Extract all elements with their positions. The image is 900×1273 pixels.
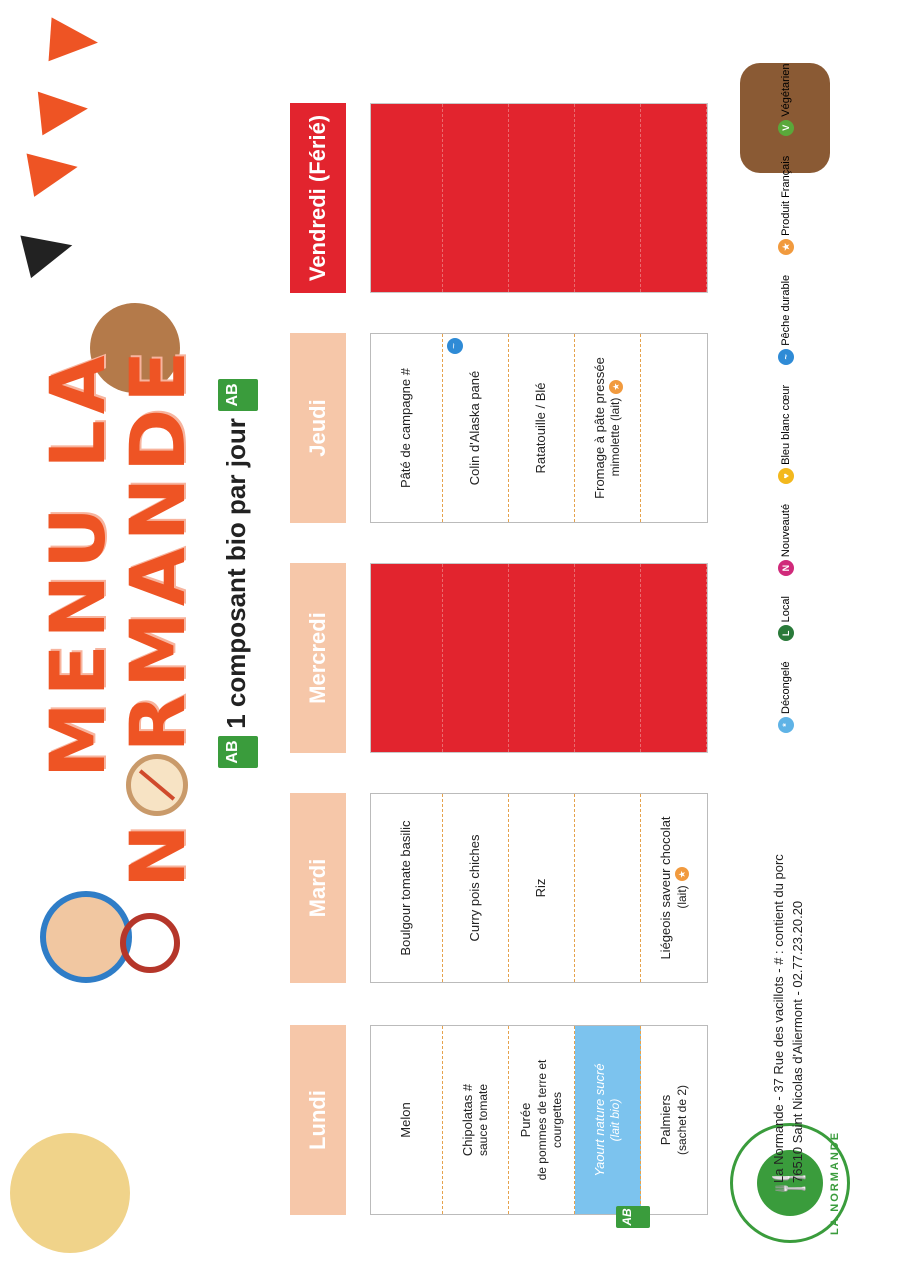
closed-cell — [371, 104, 443, 292]
footer-address: La Normande - 37 Rue des vacillots - # : contient du porc 76510 Saint Nicolas d'Aliermont - 02.77.23.20.20 — [771, 854, 805, 1183]
day-closed-block — [370, 103, 708, 293]
day-column-vendredi — [290, 103, 708, 293]
nouveaute-icon: N — [778, 560, 794, 576]
pirate-flag-icon — [20, 224, 77, 278]
closed-cell — [509, 564, 575, 752]
bleu-blanc-coeur-icon: ♥ — [778, 468, 794, 484]
menu-item: Melon — [371, 1026, 443, 1214]
menu-item — [641, 334, 707, 522]
day-header: Jeudi — [290, 333, 346, 523]
day-items — [370, 1025, 708, 1226]
menu-item: Purée de pommes de terre et courgettes — [509, 1026, 575, 1214]
closed-cell — [641, 104, 707, 292]
closed-cell — [641, 564, 707, 752]
menu-title-line2: NRMANDE — [113, 344, 202, 888]
day-column-mercredi — [290, 563, 708, 753]
day-header: Mercredi — [290, 563, 346, 753]
ab-bio-icon: AB — [218, 379, 258, 411]
menu-item: Colin d'Alaska pané ~ — [443, 334, 509, 522]
day-header: Lundi — [290, 1025, 346, 1215]
menu-item: Fromage à pâte pressée mimolette (lait)★ — [575, 334, 641, 522]
menu-item-bio: Yaourt nature sucré (lait bio) AB — [575, 1026, 641, 1214]
vegetarien-icon: V — [778, 120, 794, 136]
closed-cell — [575, 104, 641, 292]
closed-cell — [371, 564, 443, 752]
day-column-lundi — [290, 1025, 708, 1226]
ab-bio-icon: AB — [218, 736, 258, 768]
closed-cell — [443, 564, 509, 752]
local-icon: L — [778, 625, 794, 641]
legend-item: V Végétarien — [778, 64, 794, 136]
menu-item: Palmiers (sachet de 2) — [658, 1084, 689, 1156]
day-header: Mardi — [290, 793, 346, 983]
menu-item: Curry pois chiches — [443, 794, 509, 982]
day-items — [370, 333, 708, 523]
menu-title-line1: MENU LA — [33, 349, 122, 778]
bio-subtitle: AB 1 composant bio par jour AB — [218, 379, 258, 768]
menu-item: Boulgour tomate basilic — [371, 794, 443, 982]
legend-item: L Local — [778, 596, 794, 641]
bunting-flag — [38, 87, 90, 136]
fork-icon: 🍴 — [757, 1150, 823, 1216]
legend-item: N Nouveauté — [778, 504, 794, 576]
day-closed-block — [370, 563, 708, 753]
menu-item: Ratatouille / Blé — [509, 334, 575, 522]
legend-item: ~ Pêche durable — [778, 275, 794, 365]
produit-francais-icon: ★ — [675, 867, 689, 881]
bunting-flag — [27, 145, 82, 197]
ship-wheel-icon — [120, 913, 180, 973]
day-column-mardi — [290, 793, 708, 983]
menu-item — [575, 794, 641, 982]
legend-item: ★ Produit Français — [778, 156, 794, 255]
island-palm-icon — [10, 1133, 130, 1253]
menu-item: Riz — [509, 794, 575, 982]
compass-icon — [126, 754, 188, 816]
legend-item: * Décongelé — [778, 661, 794, 733]
bunting-flag — [49, 17, 100, 64]
logo-text: LA NORMANDE — [829, 1130, 841, 1236]
legend — [778, 64, 794, 733]
boy-pirate-icon — [40, 891, 132, 983]
menu-item: Pâté de campagne # — [371, 334, 443, 522]
ab-bio-icon: AB — [616, 1206, 650, 1228]
closed-cell — [509, 104, 575, 292]
closed-cell — [575, 564, 641, 752]
day-column-jeudi — [290, 333, 708, 523]
menu-item: Liégeois saveur chocolat (lait)★ — [658, 816, 689, 960]
day-header: Vendredi (Férié) — [290, 103, 346, 293]
legend-item: ♥ Bleu blanc cœur — [778, 385, 794, 484]
peche-durable-icon: ~ — [447, 338, 463, 354]
produit-francais-icon: ★ — [778, 239, 794, 255]
produit-francais-icon: ★ — [609, 380, 623, 394]
day-items — [370, 793, 708, 983]
closed-cell — [443, 104, 509, 292]
fish-icon: ~ — [778, 349, 794, 365]
menu-item: Chipolatas # sauce tomate — [443, 1026, 509, 1214]
snowflake-icon: * — [778, 717, 794, 733]
